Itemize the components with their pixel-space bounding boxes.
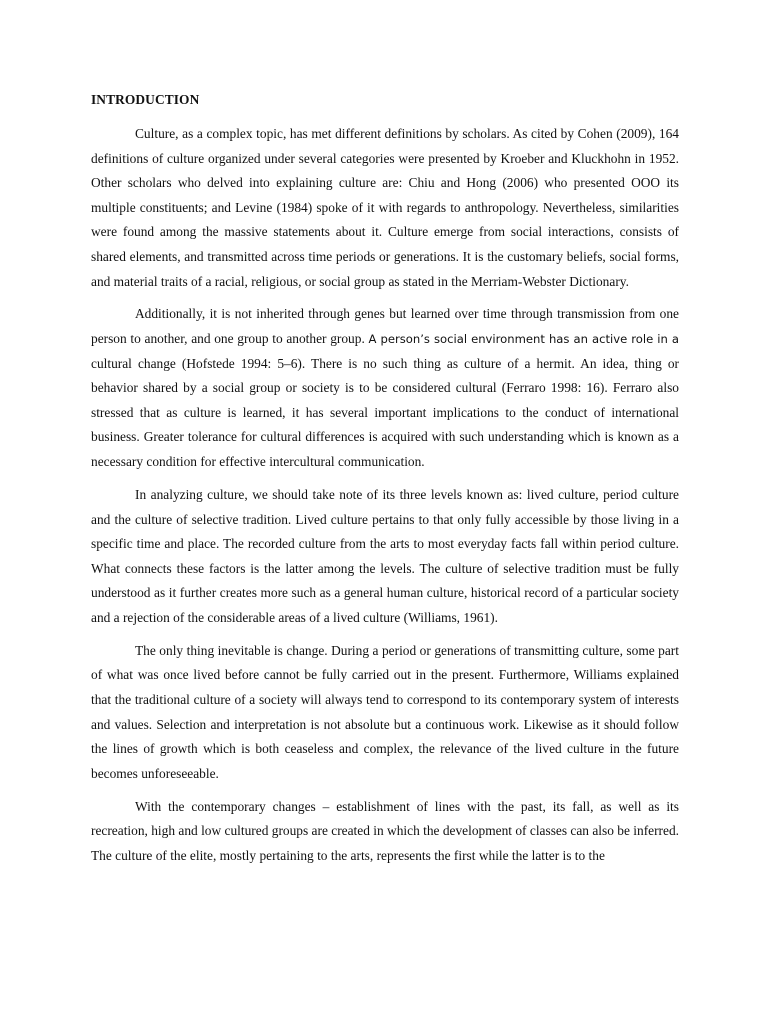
document-body	[91, 86, 679, 877]
paragraph-4-text: The only thing inevitable is change. During a period or generations of transmitting culture, some part of what was once lived before cannot be fully carried out in the present. Furthermore, Williams explained that the traditional culture of a society will always tend to correspond to its contemporary system of interests and values. Selection and interpretation is not absolute but a continuous work. Likewise as it should follow the lines of growth which is both ceaseless and complex, the relevance of the lived culture in the future becomes unforeseeable.	[91, 642, 679, 781]
paragraph-2-text-b: cultural change (Hofstede 1994: 5–6). There is no such thing as culture of a hermit. An idea, thing or behavior shared by a social group or society is to be considered cultural (Ferraro 1998: 16). Ferraro also stressed that as culture is learned, it has several important implications to the conduct of international business. Greater tolerance for cultural differences is acquired with such understanding which is known as a necessary condition for effective intercultural communication.	[91, 355, 679, 470]
paragraph-2-text-alt-font: A person’s social environment has an active role in a	[368, 332, 679, 347]
paragraph-3	[91, 483, 679, 631]
paragraph-5-text: With the contemporary changes – establishment of lines with the past, its fall, as well as its recreation, high and low cultured groups are created in which the development of classes can also be inferred. The culture of the elite, mostly pertaining to the arts, represents the first while the latter is to the	[91, 798, 679, 863]
section-heading: INTRODUCTION	[91, 92, 200, 107]
paragraph-1	[91, 122, 679, 294]
paragraph-2-text-a: Additionally, it is not inherited through genes but learned over time through transmission from one person to another, and one group to another group.	[91, 306, 679, 347]
paragraph-2	[91, 302, 679, 474]
paragraph-3-text: In analyzing culture, we should take note of its three levels known as: lived culture, period culture and the culture of selective tradition. Lived culture pertains to that only fully accessible by those living in a specific time and place. The recorded culture from the arts to most everyday facts fall within period culture. What connects these factors is the latter among the levels. The culture of selective tradition must be fully understood as it further creates more such as a general human culture, historical record of a particular society and a rejection of the considerable areas of a lived culture (Williams, 1961).	[91, 486, 679, 625]
paragraph-1-text: Culture, as a complex topic, has met different definitions by scholars. As cited by Cohen (2009), 164 definitions of culture organized under several categories were presented by Kroeber and Kluckhohn in 1952. Other scholars who delved into explaining culture are: Chiu and Hong (2006) who presented OOO its multiple constituents; and Levine (1984) spoke of it with regards to anthropology. Nevertheless, similarities were found among the massive statements about it. Culture emerge from social interactions, consists of shared elements, and transmitted across time periods or generations. It is the customary beliefs, social forms, and material traits of a racial, religious, or social group as stated in the Merriam-Webster Dictionary.	[91, 126, 679, 289]
paragraph-5	[91, 795, 679, 869]
paragraph-4	[91, 639, 679, 787]
